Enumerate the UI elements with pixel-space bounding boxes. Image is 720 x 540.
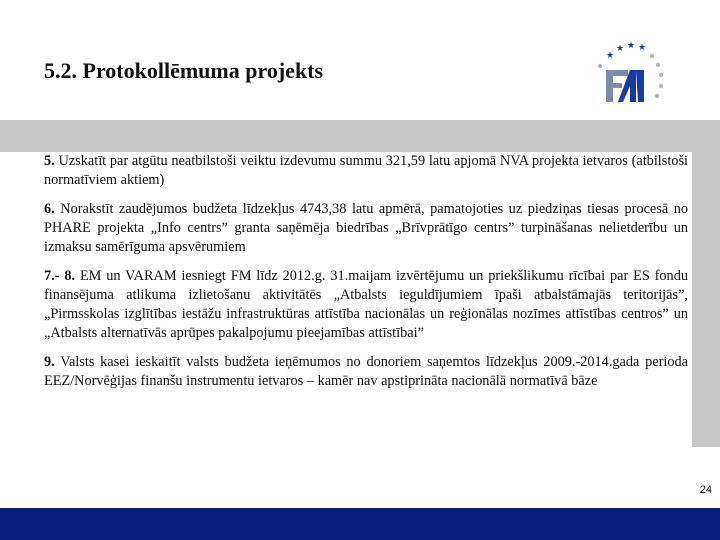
- header-band: [0, 120, 720, 152]
- logo-star: ★: [627, 41, 636, 51]
- item-number: 7.- 8.: [44, 268, 76, 284]
- item-number: 5.: [44, 153, 55, 169]
- item-text: Norakstīt zaudējumos budžeta līdzekļus 4743,38 latu apmērā, pamatojoties uz piedziņas tiesas procesā no PHARE projekta „Info centrs” granta saņēmēja biedrības „Brīvprātīgo centrs” turpināšanas nelietderību un izmaksu samērīguma apsvērumiem: [44, 201, 688, 255]
- footer-bar: [0, 508, 720, 540]
- list-item: [40, 152, 692, 190]
- item-number: 9.: [44, 354, 55, 370]
- logo-star: ★: [616, 44, 625, 54]
- list-item: [40, 267, 692, 343]
- item-number: 6.: [44, 201, 55, 217]
- slide-title: 5.2. Protokollēmuma projekts: [44, 58, 324, 83]
- item-text: Valsts kasei ieskaitīt valsts budžeta ieņēmumos no donoriem saņemtos līdzekļus 2009.-2014.gada perioda EEZ/Norvēģijas finanšu instrumentu ietvaros – kamēr nav apstiprināta nacionālā normatīvā bāze: [44, 354, 688, 389]
- right-grey-strip: [692, 152, 720, 447]
- stars-arc: [606, 41, 646, 61]
- logo-star: ★: [606, 51, 615, 61]
- list-item: [40, 200, 692, 257]
- item-text: Uzskatīt par atgūtu neatbilstoši veiktu izdevumu summu 321,59 latu apjomā NVA projekta ietvaros (atbilstoši normatīviem aktiem): [44, 153, 688, 188]
- page-number: 24: [699, 484, 712, 496]
- item-text: EM un VARAM iesniegt FM līdz 2012.g. 31.maijam izvērtējumu un priekšlikumu rīcībai par ES fondu finansējuma atlikuma izlietošanu aktivitātēs „Atbalsts ieguldījumiem īpaši atbalstāmajās teritorijās”, „Pirmsskolas izglītības iestāžu infrastruktūras attīstība nacionālas un reģionālas nozīmes attīstības centros” un „Atbalsts alternatīvās aprūpes pakalpojumu pieejamības attīstībai”: [44, 268, 688, 341]
- list-item: [40, 353, 692, 391]
- logo-star: ★: [638, 43, 647, 53]
- content-box: [40, 152, 692, 391]
- fm-logo: [588, 40, 668, 112]
